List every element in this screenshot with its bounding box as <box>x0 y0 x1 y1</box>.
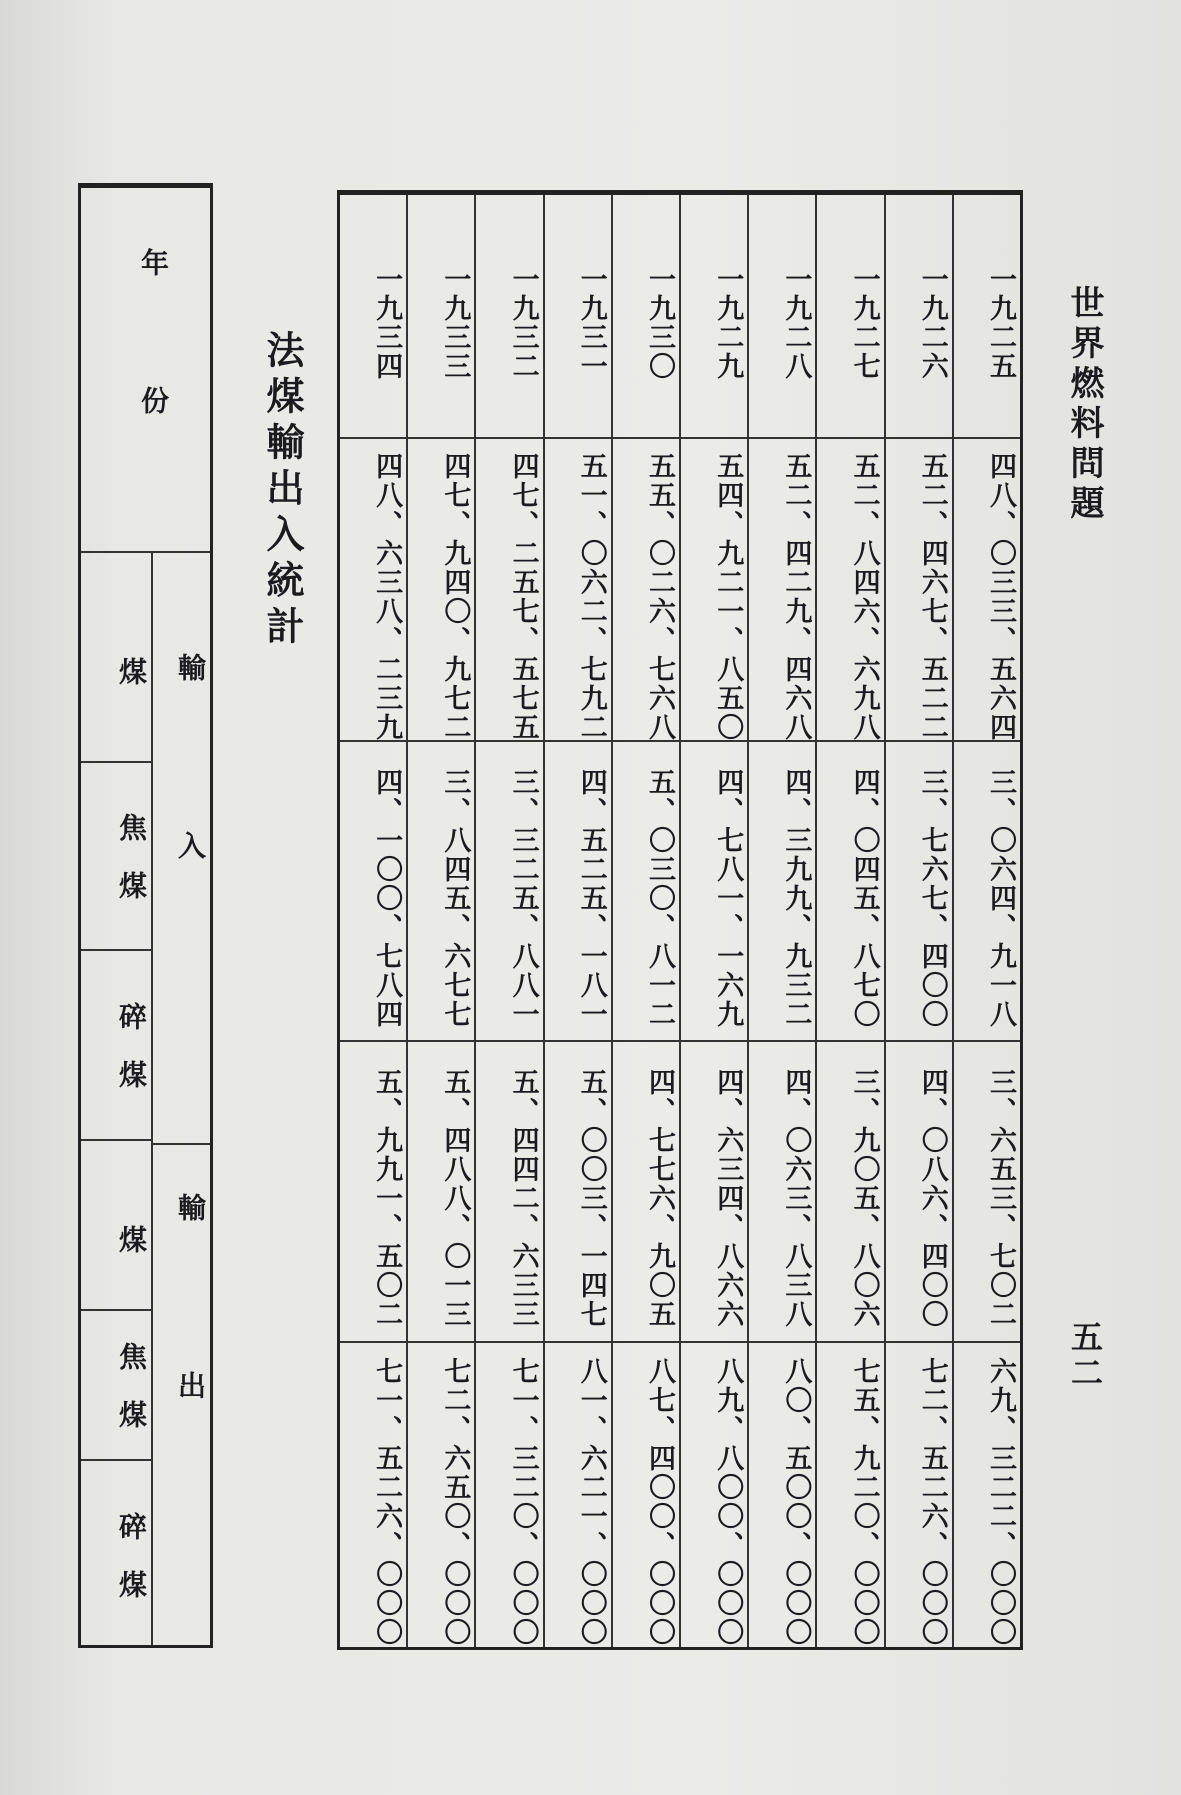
cell-export: 八七、四〇〇、〇〇〇 <box>643 1357 675 1647</box>
cell-export: 八一、六二一、〇〇〇 <box>575 1357 607 1647</box>
table-row <box>340 195 406 1647</box>
cell-export: 六九、三二二、〇〇〇 <box>985 1357 1016 1647</box>
cell-year: 一九三二 <box>476 195 542 439</box>
cell-import-coke: 四、一〇〇、七八四 <box>340 742 406 1041</box>
cell-export: 七一、五二六、〇〇〇 <box>371 1357 403 1647</box>
table-row <box>815 195 883 1647</box>
cell-import-coke: 三、八四五、六七七 <box>408 742 474 1041</box>
table-row <box>952 195 1020 1647</box>
cell-import-coke: 四、五二五、一八一 <box>545 742 611 1041</box>
cell-import-briquette: 三、六五三、七〇二 <box>954 1042 1020 1343</box>
cell-import-coal: 五一、〇六二、七九二 <box>545 439 611 742</box>
cell-import-briquette: 三、九〇五、八〇六 <box>817 1042 883 1343</box>
cell-year: 一九二六 <box>886 195 952 439</box>
table-row <box>747 195 815 1647</box>
cell-import-coke: 三、〇六四、九一八 <box>954 742 1020 1041</box>
cell-import-coke: 四、三九九、九三二 <box>749 742 815 1041</box>
cell-import-coal: 五五、〇二六、七六八 <box>613 439 679 742</box>
header-import-briquette: 碎煤 <box>81 951 151 1141</box>
header-export-coke: 焦煤 <box>81 1311 151 1461</box>
cell-import-coke: 三、七六七、四〇〇 <box>886 742 952 1041</box>
cell-export: 七二、六五〇、〇〇〇 <box>439 1357 471 1647</box>
cell-import-coal: 五四、九二一、八五〇 <box>681 439 747 742</box>
table-row <box>611 195 679 1647</box>
cell-import-briquette: 四、六三四、八六六 <box>681 1042 747 1343</box>
cell-year: 一九二八 <box>749 195 815 439</box>
cell-import-coal: 五二、四二九、四六八 <box>749 439 815 742</box>
page-number: 五二 <box>1066 1320 1104 1392</box>
header-export-briquette: 碎煤 <box>115 1511 148 1628</box>
header-group-divider <box>153 1143 210 1145</box>
cell-year: 一九二九 <box>681 195 747 439</box>
cell-import-briquette: 五、四四二、六三三 <box>476 1042 542 1343</box>
cell-year: 一九三一 <box>545 195 611 439</box>
header-year-cell <box>81 188 210 553</box>
cell-year: 一九二五 <box>954 195 1020 439</box>
cell-year: 一九二七 <box>817 195 883 439</box>
cell-import-coal: 四八、六三八、二三九 <box>340 439 406 742</box>
cell-import-coal: 四七、二五七、五七五 <box>476 439 542 742</box>
cell-import-coke: 五、〇三〇、八一二 <box>613 742 679 1041</box>
cell-import-coal: 四七、九四〇、九七二 <box>408 439 474 742</box>
cell-import-coke: 三、三二五、八八一 <box>476 742 542 1041</box>
cell-export: 七一、三二〇、〇〇〇 <box>507 1357 539 1647</box>
cell-import-briquette: 四、七七六、九〇五 <box>613 1042 679 1343</box>
header-import-coal: 煤 <box>81 553 151 763</box>
table-header-key <box>78 183 213 1648</box>
cell-import-coke: 四、七八一、一六九 <box>681 742 747 1041</box>
cell-year: 一九三〇 <box>613 195 679 439</box>
table-row <box>474 195 542 1647</box>
header-export-group: 輸出 <box>174 1193 207 1549</box>
cell-import-briquette: 四、〇八六、四〇〇 <box>886 1042 952 1343</box>
running-title: 世界燃料問題 <box>1064 285 1104 525</box>
coal-statistics-table <box>337 190 1023 1650</box>
cell-export: 八九、八〇〇、〇〇〇 <box>712 1357 744 1647</box>
header-import-coke: 焦煤 <box>81 763 151 951</box>
table-row <box>406 195 474 1647</box>
cell-import-briquette: 五、〇〇三、一四七 <box>545 1042 611 1343</box>
header-sub-column <box>81 553 153 1645</box>
watermark-stamp <box>124 44 247 167</box>
cell-export: 七二、五二六、〇〇〇 <box>916 1357 948 1647</box>
header-sub-area <box>81 553 210 1645</box>
table-caption: 法煤輸出入統計 <box>260 330 305 652</box>
header-import-group: 輸入 <box>174 653 207 1009</box>
cell-import-briquette: 五、四八八、〇一三 <box>408 1042 474 1343</box>
cell-import-briquette: 四、〇六三、八三八 <box>749 1042 815 1343</box>
cell-import-coal: 四八、〇三三、五六四 <box>954 439 1020 742</box>
cell-import-coke: 四、〇四五、八七〇 <box>817 742 883 1041</box>
cell-export: 八〇、五〇〇、〇〇〇 <box>780 1357 812 1647</box>
cell-import-briquette: 五、九九一、五〇二 <box>340 1042 406 1343</box>
cell-import-coal: 五二、四六七、五二二 <box>886 439 952 742</box>
header-export-coal: 煤 <box>81 1141 151 1311</box>
table-row <box>543 195 611 1647</box>
cell-year: 一九三四 <box>340 195 406 439</box>
cell-export: 七五、九二〇、〇〇〇 <box>848 1357 880 1647</box>
cell-year: 一九三三 <box>408 195 474 439</box>
table-row <box>679 195 747 1647</box>
table-row <box>884 195 952 1647</box>
cell-import-coal: 五二、八四六、六九八 <box>817 439 883 742</box>
header-year-label: 年份 <box>137 248 170 524</box>
